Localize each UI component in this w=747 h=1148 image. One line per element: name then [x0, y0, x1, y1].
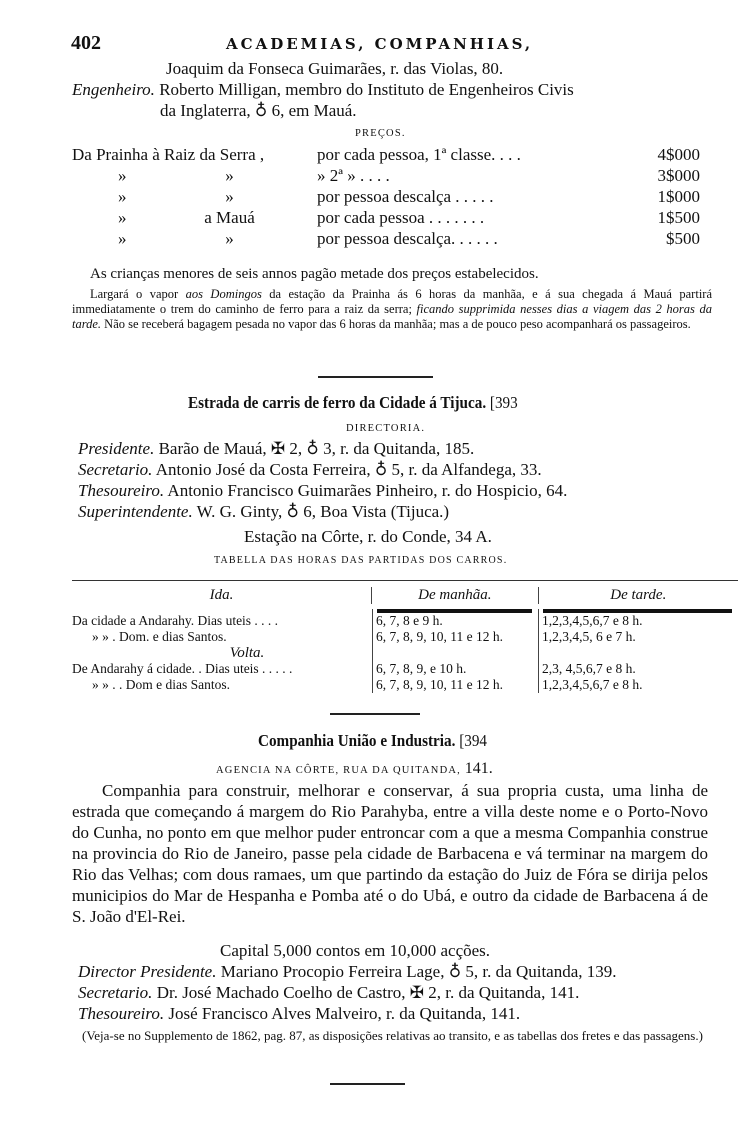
table-row: De Andarahy á cidade. . Dias uteis . . . . . 6, 7, 8, 9, e 10 h. 2,3, 4,5,6,7 e 8 h. — [72, 661, 738, 677]
running-head: ACADEMIAS, COMPANHIAS, — [226, 35, 534, 53]
section-title: Companhia União e Industria. [394 — [258, 731, 488, 750]
officer-line: Thesoureiro. Antonio Francisco Guimarães Pinheiro, r. do Hospicio, 64. — [78, 481, 568, 500]
children-note: As crianças menores de seis annos pagão metade dos preços estabelecidos. — [90, 266, 539, 282]
officer-line: Superintendente. W. G. Ginty, ♁ 6, Boa Vista (Tijuca.) — [78, 502, 450, 521]
header-morning: De manhãa. — [371, 587, 538, 604]
engineer-line — [72, 80, 574, 100]
schedule-note: Largará o vapor aos Domingos da estação da Prainha ás 6 horas da manhãa, e á sua chegada á Mauá partirá immediatamente o trem do caminho de ferro para a raiz da serra; ficando supprimida nesses dias a viagem das 2 horas da tarde. Não se receberá bagagem pesada no vapor das 6 horas da manhãa; mas a de pouco peso acompanhará os passageiros. — [72, 287, 713, 331]
section-divider — [330, 713, 420, 715]
price-row: Da Prainha à Raiz da Serra , por cada pessoa, 1ª classe. . . . 4$000 — [72, 145, 700, 164]
price-row: » » por pessoa descalça . . . . . 1$000 — [118, 187, 700, 206]
engineer-text: Roberto Milligan, membro do Instituto de Engenheiros Civis — [159, 80, 574, 99]
prices-heading: PREÇOS. — [355, 128, 406, 139]
price-row: » » » 2ª » . . . . 3$000 — [118, 166, 700, 185]
table-row: » » . . Dom e dias Santos. 6, 7, 8, 9, 10, 11 e 12 h. 1,2,3,4,5,6,7 e 8 h. — [72, 677, 738, 693]
engineer-line-cont: da Inglaterra, ♁ 6, em Mauá. — [160, 101, 357, 120]
officer-line: Secretario. Dr. José Machado Coelho de Castro, ✠ 2, r. da Quitanda, 141. — [78, 983, 580, 1002]
capital-line: Capital 5,000 contos em 10,000 acções. — [220, 941, 491, 960]
section-title: Estrada de carris de ferro da Cidade á Tijuca. [393 — [188, 393, 518, 412]
page-number: 402 — [71, 32, 101, 54]
header-afternoon: De tarde. — [538, 587, 738, 604]
table-header — [72, 581, 738, 609]
table-row-volta: Volta. — [72, 645, 738, 661]
price-row: » » por pessoa descalça. . . . . . $500 — [118, 229, 700, 248]
table-row: » » . Dom. e dias Santos. 6, 7, 8, 9, 10, 11 e 12 h. 1,2,3,4,5, 6 e 7 h. — [72, 629, 738, 645]
supplement-note: (Veja-se no Supplemento de 1862, pag. 87, as disposições relativas ao transito, e as tabellas dos fretes e das passagens.) — [82, 1028, 703, 1043]
schedule-table — [72, 580, 738, 693]
address-line: Joaquim da Fonseca Guimarães, r. das Violas, 80. — [166, 59, 504, 78]
price-row: » a Mauá por cada pessoa . . . . . . . 1$500 — [118, 208, 700, 227]
company-description: Companhia para construir, melhorar e conservar, á sua propria custa, uma linha de estrada que começando á margem do Rio Parahyba, entre a villa deste nome e o Porto-Novo do Cunha, no ponto em que melhor puder entroncar com a que a mesma Companhia construe na provincia do Rio de Janeiro, passe pela cidade de Barbacena e vá terminar na margem do Rio das Velhas; com dous ramaes, um que partindo da estação do Juiz de Fóra se dirija pelos municipios do Mar de Hespanha e Pomba até o do Ubá, e outro da cidade de Barbacena á de S. João d'El-Rei. — [72, 781, 708, 926]
officer-line: Secretario. Antonio José da Costa Ferreira, ♁ 5, r. da Alfandega, 33. — [78, 460, 542, 479]
header-ida: Ida. — [209, 586, 234, 603]
section-divider — [318, 376, 433, 378]
directoria-heading: DIRECTORIA. — [346, 423, 426, 434]
table-row: Da cidade a Andarahy. Dias uteis . . . . 6, 7, 8 e 9 h. 1,2,3,4,5,6,7 e 8 h. — [72, 613, 738, 629]
station-line: Estação na Côrte, r. do Conde, 34 A. — [244, 527, 492, 546]
section-divider — [330, 1083, 405, 1085]
role-label: Engenheiro. — [72, 80, 155, 99]
agency-line: AGENCIA NA CÔRTE, RUA DA QUITANDA, 141. — [216, 760, 493, 777]
officer-line: Thesoureiro. José Francisco Alves Malveiro, r. da Quitanda, 141. — [78, 1004, 521, 1023]
table-title: TABELLA DAS HORAS DAS PARTIDAS DOS CARROS. — [214, 555, 508, 566]
officer-line: Director Presidente. Mariano Procopio Ferreira Lage, ♁ 5, r. da Quitanda, 139. — [78, 962, 617, 981]
officer-line: Presidente. Barão de Mauá, ✠ 2, ♁ 3, r. da Quitanda, 185. — [78, 439, 475, 458]
